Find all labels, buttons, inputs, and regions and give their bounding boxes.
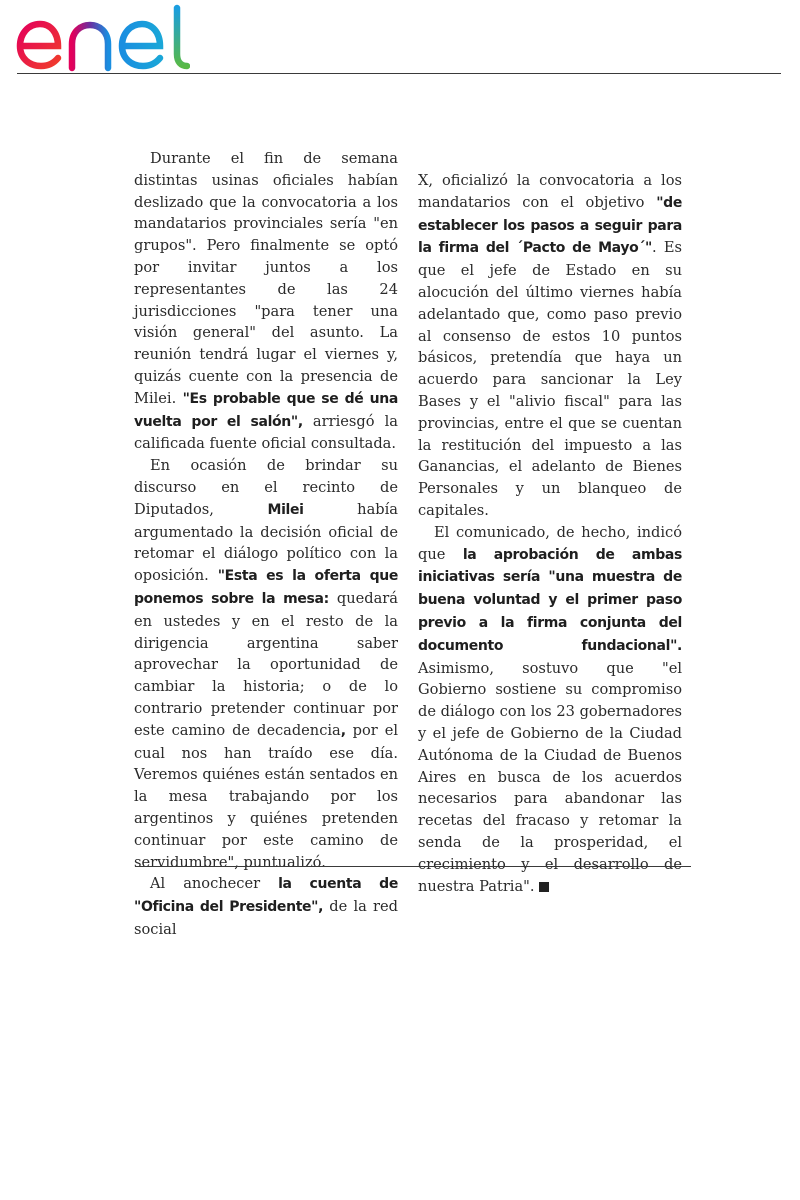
article-paragraph: X, oficializó la convocatoria a los mandatarios con el objetivo "de establecer los pasos a seguir para la firma del ´Pacto de Mayo´". Es que el jefe de Estado en su alocución del último viernes había adelantado que, como paso previo al consenso de estos 10 puntos básicos, pretendía que haya un acuerdo para sancionar la Ley Bases y el "alivio fiscal" para las provincias, entre el que se cuentan la restitución del impuesto a las Ganancias, el adelanto de Bienes Personales y un blanqueo de capitales. — [418, 172, 683, 519]
article-paragraph: El comunicado, de hecho, indicó que la aprobación de ambas iniciativas sería "una muestra de buena voluntad y el primer paso previo a la firma conjunta del documento fundacional". Asimismo, sostuvo que "el Gobierno sostiene su compromiso de diálogo con los 23 gobernadores y el jefe de Gobierno de la Ciudad Autónoma de la Ciudad de Buenos Aires en busca de los acuerdos necesarios para abandonar las recetas del fracaso y retomar la senda de la prosperidad, el crecimiento y el desarrollo de nuestra Patria". — [418, 523, 682, 895]
article-paragraph: Durante el fin de semana distintas usinas oficiales habían deslizado que la convocatoria a los mandatarios provinciales sería "en grupos". Pero finalmente se optó por invitar juntos a los representantes de las 24 jurisdicciones "para tener una visión general" del asunto. La reunión tendrá lugar el viernes y, quizás cuente con la presencia de Milei. "Es probable que se dé una vuelta por el salón", arriesgó la calificada fuente oficial consultada. — [134, 150, 398, 453]
article-paragraph: Al anochecer la cuenta de "Oficina del Presidente", de la red social — [134, 875, 398, 938]
enel-logo — [14, 4, 190, 72]
article-column-left — [134, 148, 398, 941]
article-paragraph: En ocasión de brindar su discurso en el recinto de Diputados, Milei había argumentado la decisión oficial de retomar el diálogo político con la oposición. "Esta es la oferta que ponemos sobre la mesa: quedará en ustedes y en el resto de la dirigencia argentina saber aprovechar la oportunidad de cambiar la historia; o de lo contrario pretender continuar por este camino de decadencia, por el cual nos han traído ese día. Veremos quiénes están sentados en la mesa trabajando por los argentinos y quiénes pretenden continuar por este camino de servidumbre", puntualizó. — [134, 457, 399, 871]
article-bottom-rule — [135, 866, 691, 867]
header-rule — [17, 73, 781, 74]
end-of-article-square-icon — [539, 882, 549, 892]
article-column-right — [418, 170, 682, 897]
